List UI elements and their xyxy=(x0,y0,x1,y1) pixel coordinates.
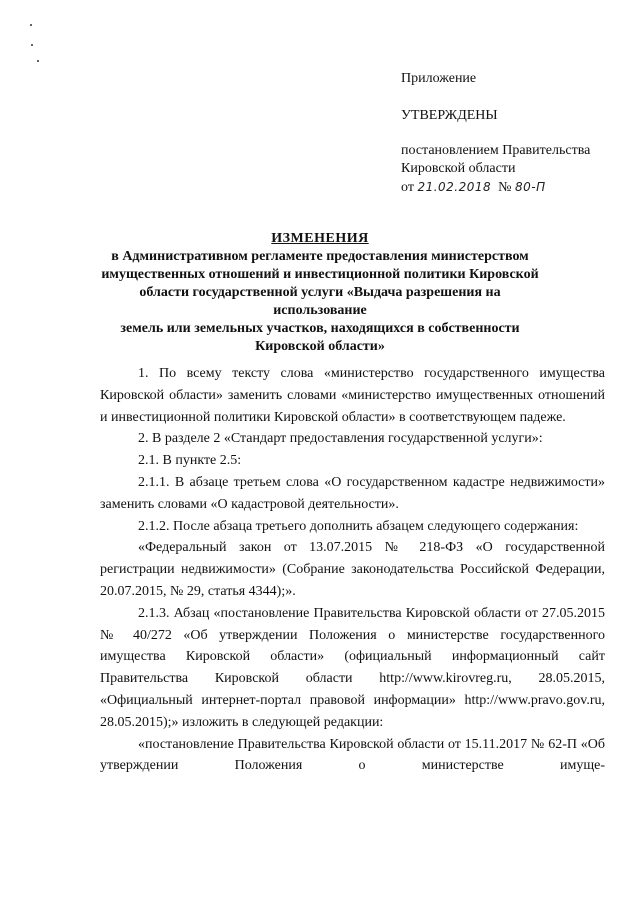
title-line: имущественных отношений и инвестиционной политики Кировской xyxy=(101,267,539,282)
handwritten-date: 21.02.2018 xyxy=(417,180,492,194)
approved-by-line1: постановлением Правительства xyxy=(401,143,591,158)
paragraph: 2.1. В пункте 2.5: xyxy=(138,453,242,469)
approval-date-line xyxy=(401,178,631,197)
paragraph: «Федеральный закон от 13.07.2015 № 218-ФЗ «О государственной регистрации недвижимости» (Собрание законодательства Российской Федерации, 20.07.2015, № 29, статья 4344);». xyxy=(100,540,605,599)
title-line: области государственной услуги «Выдача разрешения на использование xyxy=(139,285,501,318)
appendix-label: Приложение xyxy=(401,71,477,86)
document-title xyxy=(100,230,540,356)
title-line: в Административном регламенте предоставления министерством xyxy=(111,249,529,264)
paragraph: 2.1.3. Абзац «постановление Правительства Кировской области от 27.05.2015 № 40/272 «Об утверждении Положения о министерстве государственного имущества Кировской области» (официальный информационный сайт Правительства Кировской области http://www.kirovreg.ru, 28.05.2015, «Официальный интернет-портал правовой информации» http://www.pravo.gov.ru, 28.05.2015);» изложить в следующей редакции: xyxy=(100,605,605,730)
title-line: земель или земельных участков, находящихся в собственности xyxy=(120,321,520,336)
scan-speck xyxy=(30,24,32,26)
approved-label: УТВЕРЖДЕНЫ xyxy=(401,108,498,123)
approved-by-line2: Кировской области xyxy=(401,161,516,176)
number-sign: № xyxy=(498,180,512,195)
title-main: ИЗМЕНЕНИЯ xyxy=(271,231,369,246)
approval-block xyxy=(401,70,631,197)
paragraph: 2. В разделе 2 «Стандарт предоставления государственной услуги»: xyxy=(138,431,543,447)
paragraph: 2.1.2. После абзаца третьего дополнить абзацем следующего содержания: xyxy=(138,518,579,534)
paragraph: 1. По всему тексту слова «министерство государственного имущества Кировской области» заменить словами «министерство имущественных отношений и инвестиционной политики Кировской области» в соответствующем падеже. xyxy=(100,366,605,425)
paragraph: 2.1.1. В абзаце третьем слова «О государственном кадастре недвижимости» заменить словами «О кадастровой деятельности». xyxy=(100,474,605,512)
scan-speck xyxy=(37,60,39,62)
scan-speck xyxy=(31,44,33,46)
paragraph: «постановление Правительства Кировской области от 15.11.2017 № 62-П «Об утверждении Положения о министерстве имуще- xyxy=(100,736,605,774)
title-line: Кировской области» xyxy=(255,339,385,354)
document-body xyxy=(100,363,605,777)
from-prefix: от xyxy=(401,180,414,195)
handwritten-number: 80-П xyxy=(515,180,546,194)
